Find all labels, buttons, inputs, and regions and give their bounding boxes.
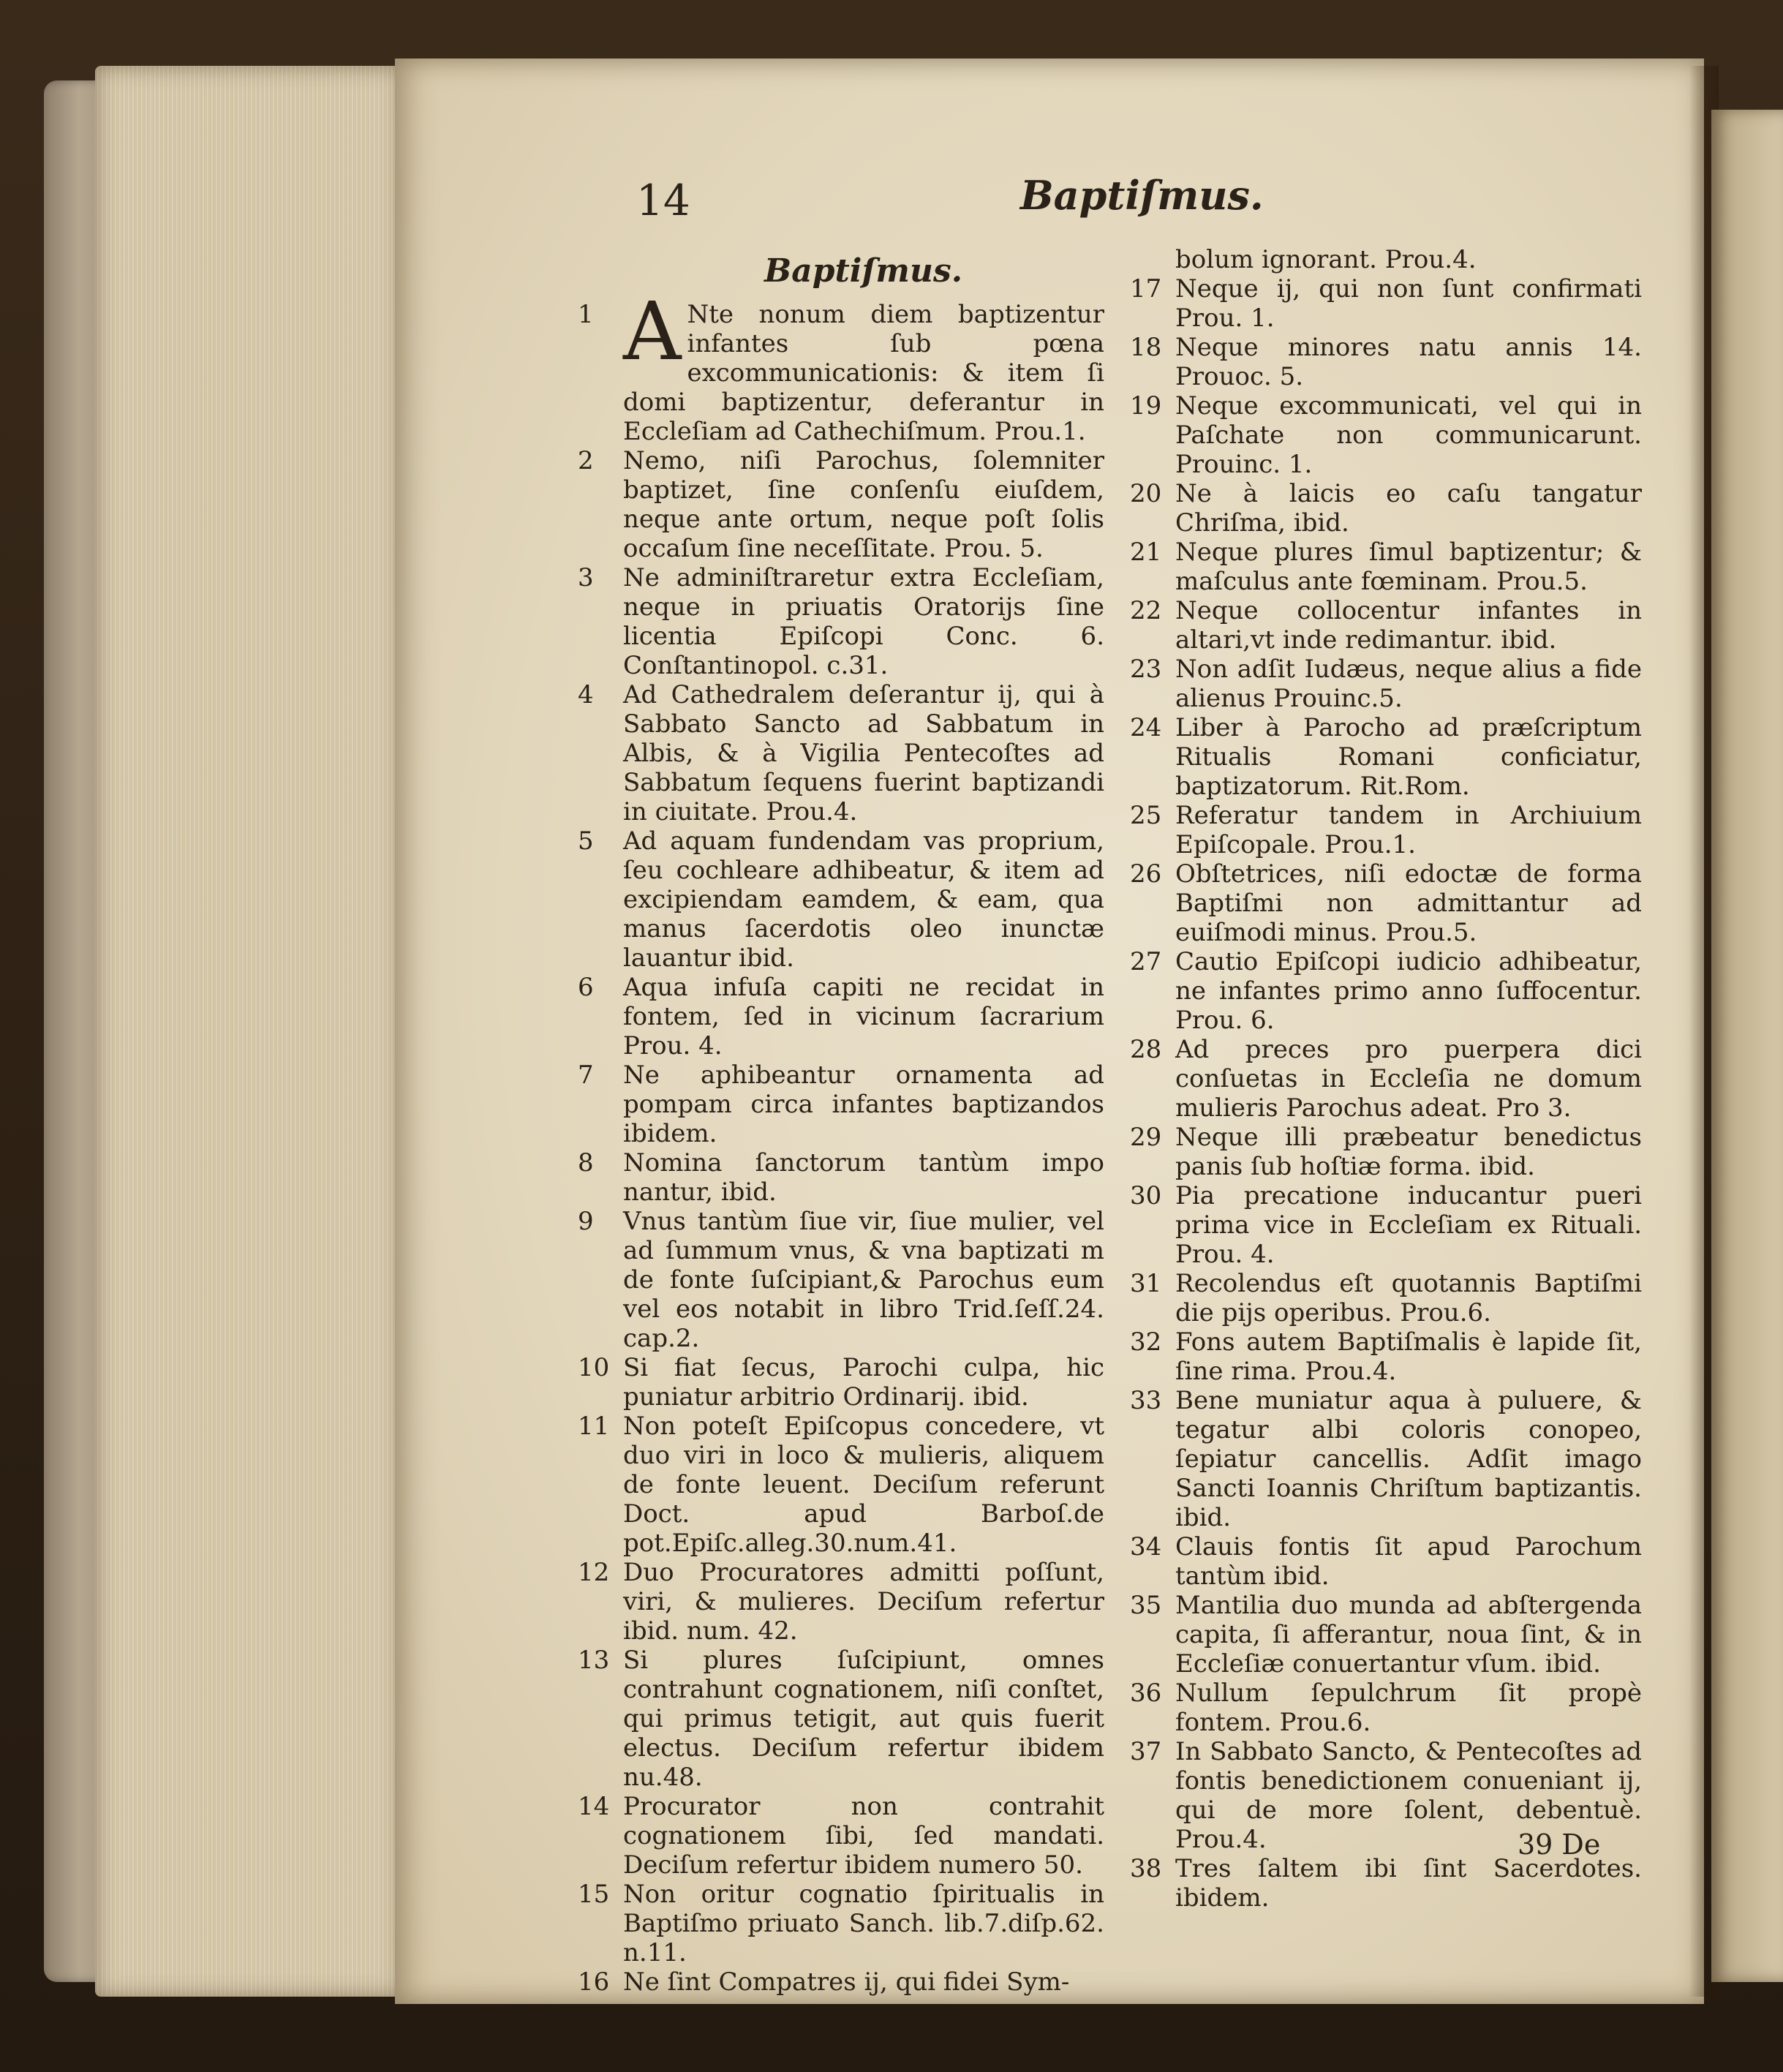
- entry-number: 21: [1130, 538, 1162, 567]
- entry-text: Neque collocentur infantes in altari,vt inde redimantur. ibid.: [1175, 596, 1642, 655]
- entry-number: 30: [1130, 1181, 1162, 1210]
- entry-text: Neque illi præbeatur benedictus panis ſub hoſtiæ forma. ibid.: [1175, 1123, 1642, 1181]
- entry-text: Ne à laicis eo caſu tangatur Chriſma, ibid.: [1175, 479, 1642, 538]
- entry-text: Liber à Parocho ad præſcriptum Ritualis Romani conficiatur, baptizatorum. Rit.Rom.: [1175, 713, 1642, 801]
- entry-number: 29: [1130, 1123, 1162, 1152]
- entry: [1130, 947, 1642, 1035]
- entry-text: Obſtetrices, niſi edoctæ de forma Baptiſmi non admittantur ad euiſmodi minus. Prou.5.: [1175, 859, 1642, 947]
- entry-number: 25: [1130, 801, 1162, 830]
- entry: [578, 563, 1104, 680]
- entry-number: 20: [1130, 479, 1162, 508]
- entry: [1130, 274, 1642, 333]
- entry: [1130, 655, 1642, 713]
- entry: [578, 1148, 1104, 1207]
- catchword: 39 De: [1518, 1828, 1601, 1861]
- entry-text: Ne aphibeantur ornamenta ad pompam circa infantes baptizandos ibidem.: [623, 1061, 1104, 1148]
- entry: [1130, 479, 1642, 538]
- entry-text: Si plures ſuſcipiunt, omnes contrahunt cognationem, niſi conſtet, qui primus tetigit, aut quis fuerit electus. Deciſum refertur ibidem nu.48.: [623, 1646, 1104, 1792]
- running-head: Baptiſmus.: [1020, 172, 1264, 219]
- entry-text: Aqua infuſa capiti ne recidat in fontem, ſed in vicinum ſacrarium Prou. 4.: [623, 973, 1104, 1061]
- entry: [578, 973, 1104, 1061]
- entry-number: 8: [578, 1148, 594, 1178]
- section-title: Baptiſmus.: [764, 252, 963, 290]
- entry-number: 26: [1130, 859, 1162, 889]
- entry-number: 28: [1130, 1035, 1162, 1064]
- entry-text: Neque plures ſimul baptizentur; & maſculus ante fœminam. Prou.5.: [1175, 538, 1642, 596]
- entry: [578, 1207, 1104, 1353]
- entry-number: 31: [1130, 1269, 1162, 1298]
- entry-number: 32: [1130, 1327, 1162, 1357]
- entry-text: Nullum ſepulchrum ſit propè fontem. Prou.6.: [1175, 1679, 1642, 1737]
- entry-number: 22: [1130, 596, 1162, 625]
- entry-text: Neque excommunicati, vel qui in Paſchate non communicarunt. Prouinc. 1.: [1175, 391, 1642, 479]
- entry-number: 5: [578, 826, 594, 856]
- entry-text: Non oritur cognatio ſpiritualis in Baptiſmo priuato Sanch. lib.7.diſp.62. n.11.: [623, 1880, 1104, 1967]
- entry-number: 34: [1130, 1532, 1162, 1561]
- entry-text: Ad Cathedralem deſerantur ij, qui à Sabbato Sancto ad Sabbatum in Albis, & à Vigilia Pentecoſtes ad Sabbatum ſequens fuerint baptizandi in ciuitate. Prou.4.: [623, 680, 1104, 826]
- entry-text: Ne adminiſtraretur extra Eccleſiam, neque in priuatis Oratorijs ſine licentia Epiſcopi Conc. 6. Conſtantinopol. c.31.: [623, 563, 1104, 680]
- entry: [1130, 538, 1642, 596]
- entry: [1130, 1386, 1642, 1532]
- entry-number: 6: [578, 973, 594, 1002]
- entry: [578, 1880, 1104, 1967]
- entry: [1130, 1532, 1642, 1591]
- entry: [578, 1558, 1104, 1646]
- entry-number: 16: [578, 1967, 610, 1997]
- entry-number: 11: [578, 1412, 610, 1441]
- entry: [578, 1353, 1104, 1412]
- entry-number: 17: [1130, 274, 1162, 304]
- entry: [1130, 713, 1642, 801]
- entry-text: Bene muniatur aqua à puluere, & tegatur albi coloris conopeo, ſepiatur cancellis. Adſit imago Sancti Ioannis Chriſtum baptizantis. ibid.: [1175, 1386, 1642, 1532]
- entry: [1130, 1591, 1642, 1679]
- entry-number: 12: [578, 1558, 610, 1587]
- entry-text: Cautio Epiſcopi iudicio adhibeatur, ne infantes primo anno ſuffocentur. Prou. 6.: [1175, 947, 1642, 1035]
- entry-number: 38: [1130, 1854, 1162, 1883]
- entry-number: 19: [1130, 391, 1162, 421]
- entry-number: 3: [578, 563, 594, 592]
- entry: [578, 1412, 1104, 1558]
- entry-number: 23: [1130, 655, 1162, 684]
- entry: [1130, 1327, 1642, 1386]
- left-column: [578, 285, 1104, 1997]
- entry-text: Nomina ſanctorum tantùm impo nantur, ibid.: [623, 1148, 1104, 1207]
- entry-text: Duo Procuratores admitti poſſunt, viri, & mulieres. Deciſum refertur ibid. num. 42.: [623, 1558, 1104, 1646]
- entry-number: 18: [1130, 333, 1162, 362]
- facing-page-edge: [1711, 110, 1783, 1982]
- entry-number: 7: [578, 1061, 594, 1090]
- entry-number: 2: [578, 446, 594, 475]
- entry: [1130, 1679, 1642, 1737]
- entry: [1130, 596, 1642, 655]
- entry: [1130, 1181, 1642, 1269]
- entry-number: 24: [1130, 713, 1162, 742]
- entry: [578, 826, 1104, 973]
- entry: [1130, 1269, 1642, 1327]
- entry: [1130, 1123, 1642, 1181]
- entry-text: Non adſit Iudæus, neque alius a fide alienus Prouinc.5.: [1175, 655, 1642, 713]
- right-column: [1130, 245, 1642, 1913]
- entry-text: Si fiat ſecus, Parochi culpa, hic puniatur arbitrio Ordinarij. ibid.: [623, 1353, 1104, 1412]
- entry: [1130, 1035, 1642, 1123]
- entry-number: 10: [578, 1353, 610, 1382]
- entry-number: 33: [1130, 1386, 1162, 1415]
- entry-number: 15: [578, 1880, 610, 1909]
- entry-text: ANte nonum diem baptizentur infantes ſub pœna excommunicationis: & item ſi domi baptizentur, deferantur in Eccleſiam ad Cathechiſmum. Prou.1.: [623, 285, 1104, 446]
- page-number: 14: [636, 176, 690, 225]
- entry-number: 35: [1130, 1591, 1162, 1620]
- entry-number: 37: [1130, 1737, 1162, 1766]
- entry-text: Fons autem Baptiſmalis è lapide ſit, ſine rima. Prou.4.: [1175, 1327, 1642, 1386]
- entry-number: 36: [1130, 1679, 1162, 1708]
- entry-text: Ne ſint Compatres ij, qui fidei Sym-: [623, 1967, 1070, 1997]
- page-block-edges: [95, 66, 402, 1997]
- entry: [1130, 391, 1642, 479]
- entry-text: Tres ſaltem ibi ſint Sacerdotes. ibidem.: [1175, 1854, 1642, 1913]
- entry-number: 4: [578, 680, 594, 709]
- entry-text: Neque minores natu annis 14. Prouoc. 5.: [1175, 333, 1642, 391]
- entry-text: Neque ij, qui non ſunt confirmati Prou. 1.: [1175, 274, 1642, 333]
- entry-number: 1: [578, 300, 594, 329]
- entry-text: In Sabbato Sancto, & Pentecoſtes ad fontis benedictionem conueniant ij, qui de more ſolent, debentuè. Prou.4.: [1175, 1737, 1642, 1854]
- entry-text: Pia precatione inducantur pueri prima vice in Eccleſiam ex Rituali. Prou. 4.: [1175, 1181, 1642, 1269]
- entry: [578, 285, 1104, 446]
- entry-number: 9: [578, 1207, 594, 1236]
- entry-text: Recolendus eſt quotannis Baptiſmi die pijs operibus. Prou.6.: [1175, 1269, 1642, 1327]
- entry-text: Vnus tantùm ſiue vir, ſiue mulier, vel ad ſummum vnus, & vna baptizati m de fonte ſuſcipiant,& Parochus eum vel eos notabit in libro Trid.ſeſſ.24. cap.2.: [623, 1207, 1104, 1353]
- entry: [578, 680, 1104, 826]
- continuation-line: bolum ignorant. Prou.4.: [1175, 245, 1477, 274]
- entry: [578, 1646, 1104, 1792]
- entry-text: Ad aquam fundendam vas proprium, ſeu cochleare adhibeatur, & item ad excipiendam eamdem, & eam, qua manus ſacerdotis oleo inunctæ lauantur ibid.: [623, 826, 1104, 973]
- entry: [1130, 333, 1642, 391]
- entry-number: 27: [1130, 947, 1162, 976]
- entry: [1130, 801, 1642, 859]
- entry: [578, 1967, 1104, 1997]
- entry-text: Clauis fontis ſit apud Parochum tantùm ibid.: [1175, 1532, 1642, 1591]
- entry: [578, 1061, 1104, 1148]
- entry-number: 14: [578, 1792, 610, 1821]
- entry-text: Procurator non contrahit cognationem ſibi, ſed mandati. Deciſum refertur ibidem numero 50.: [623, 1792, 1104, 1880]
- entry: [1130, 1854, 1642, 1913]
- entry: [578, 1792, 1104, 1880]
- entry-text: Ad preces pro puerpera dici conſuetas in Eccleſia ne domum mulieris Parochus adeat. Pro 3.: [1175, 1035, 1642, 1123]
- entry: [578, 446, 1104, 563]
- entry-text: Non poteſt Epiſcopus concedere, vt duo viri in loco & mulieris, aliquem de fonte leuent. Deciſum referunt Doct. apud Barboſ.de pot.Epiſc.alleg.30.num.41.: [623, 1412, 1104, 1558]
- entry-text: Referatur tandem in Archiuium Epiſcopale. Prou.1.: [1175, 801, 1642, 859]
- entry: [1130, 859, 1642, 947]
- entry-text: Nemo, niſi Parochus, ſolemniter baptizet, ſine conſenſu eiuſdem, neque ante ortum, neque poſt ſolis occaſum ſine neceſſitate. Prou. 5.: [623, 446, 1104, 563]
- entry-number: 13: [578, 1646, 610, 1675]
- entry-text: Mantilia duo munda ad abſtergenda capita, ſi afferantur, noua ſint, & in Eccleſiæ conuertantur vſum. ibid.: [1175, 1591, 1642, 1679]
